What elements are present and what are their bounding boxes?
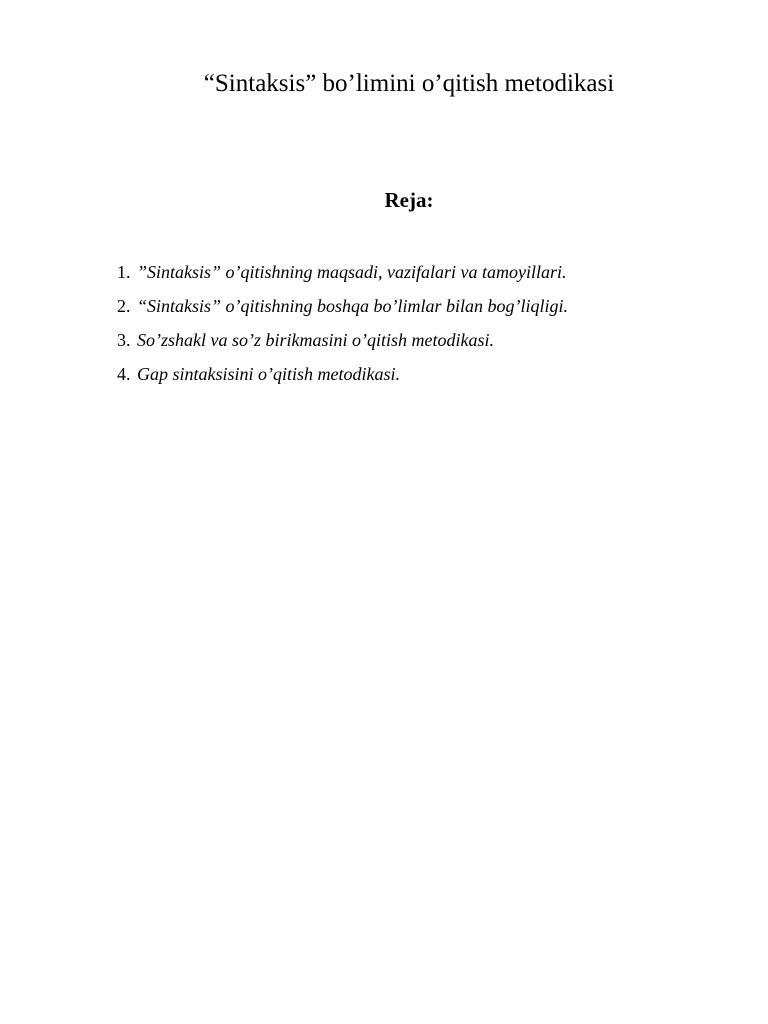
plan-item <box>117 328 737 362</box>
plan-item-text: So’zshakl va so’z birikmasini o’qitish metodikasi. <box>137 330 494 350</box>
plan-item-number: 2. <box>117 296 131 316</box>
plan-heading: Reja: <box>384 188 434 212</box>
plan-item-text: ”Sintaksis” o’qitishning maqsadi, vazifalari va tamoyillari. <box>137 262 567 282</box>
plan-list <box>117 260 737 396</box>
plan-item <box>117 260 737 294</box>
plan-item <box>117 294 737 328</box>
plan-item-number: 1. <box>117 262 131 282</box>
plan-item-number: 4. <box>117 364 131 384</box>
plan-item-text: Gap sintaksisini o’qitish metodikasi. <box>137 364 400 384</box>
plan-item-text: “Sintaksis” o’qitishning boshqa bo’limlar bilan bog’liqligi. <box>137 296 569 316</box>
document-title: “Sintaksis” bo’limini o’qitish metodikasi <box>203 70 615 97</box>
plan-item-number: 3. <box>117 330 131 350</box>
plan-item <box>117 362 737 396</box>
